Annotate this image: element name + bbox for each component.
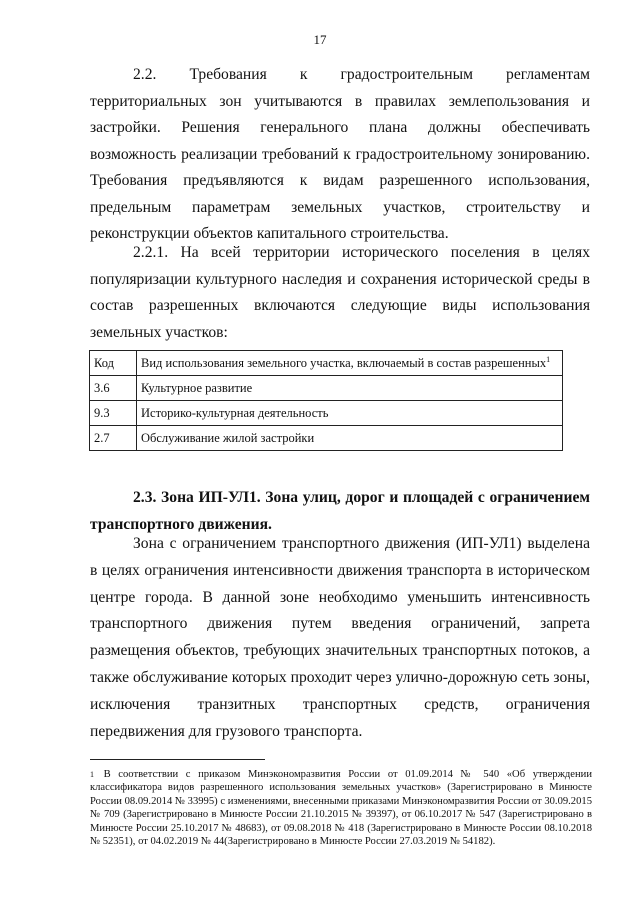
cell-code: 2.7	[90, 426, 137, 451]
footnote	[90, 768, 592, 848]
footnote-divider	[90, 759, 265, 760]
paragraph-2-2-1: 2.2.1. На всей территории исторического поселения в целях популяризации культурного наследия и сохранения исторической среды в состав разрешенных включаются следующие виды использования земельных участков:	[90, 244, 590, 341]
cell-use-type: Обслуживание жилой застройки	[137, 426, 563, 451]
section-heading-2-3: 2.3. Зона ИП-УЛ1. Зона улиц, дорог и площадей с ограничением транспортного движения.	[90, 489, 590, 533]
table-row	[90, 401, 563, 426]
cell-code: 9.3	[90, 401, 137, 426]
cell-code: 3.6	[90, 376, 137, 401]
page-number: 17	[313, 32, 327, 47]
header-use-type-text: Вид использования земельного участка, включаемый в состав разрешенных	[141, 355, 547, 370]
footnote-ref: 1	[546, 354, 551, 364]
permitted-uses-table	[89, 350, 563, 451]
table-row	[90, 426, 563, 451]
footnote-mark: 1	[90, 770, 94, 779]
cell-use-type: Культурное развитие	[137, 376, 563, 401]
cell-use-type: Историко-культурная деятельность	[137, 401, 563, 426]
header-use-type	[137, 351, 563, 376]
paragraph-zone-description: Зона с ограничением транспортного движения (ИП-УЛ1) выделена в целях ограничения интенсивности движения транспорта в историческом центре города. В данной зоне необходимо уменьшить интенсивность транспортного движения путем введения ограничений, запрета размещения объектов, требующих значительных транспортных потоков, а также обслуживание которых проходит через улично-дорожную сеть зоны, исключения транзитных транспортных средств, ограничения передвижения для грузового транспорта.	[90, 535, 590, 740]
table-row	[90, 376, 563, 401]
header-code: Код	[90, 351, 137, 376]
footnote-text: В соответствии с приказом Минэкономразвития России от 01.09.2014 № 540 «Об утверждении классификатора видов разрешенного использования земельных участков» (Зарегистрировано в Минюсте России 08.09.2014 № 33995) с изменениями, внесенными приказами Минэкономразвития России от 30.09.2015 № 709 (Зарегистрировано в Минюсте России 21.10.2015 № 39397), от 06.10.2017 № 547 (Зарегистрировано в Минюсте России 25.10.2017 № 48683), от 09.08.2018 № 418 (Зарегистрировано в Минюсте России 08.10.2018 № 52351), от 04.02.2019 № 44(Зарегистрировано в Минюсте России 27.03.2019 № 54182).	[90, 769, 592, 848]
paragraph-2-2: 2.2. Требования к градостроительным регламентам территориальных зон учитываются в правилах землепользования и застройки. Решения генерального плана должны обеспечивать возможность реализации требований к градостроительному зонированию. Требования предъявляются к видам разрешенного использования, предельным параметрам земельных участков, строительству и реконструкции объектов капитального строительства.	[90, 66, 590, 242]
table-header-row	[90, 351, 563, 376]
